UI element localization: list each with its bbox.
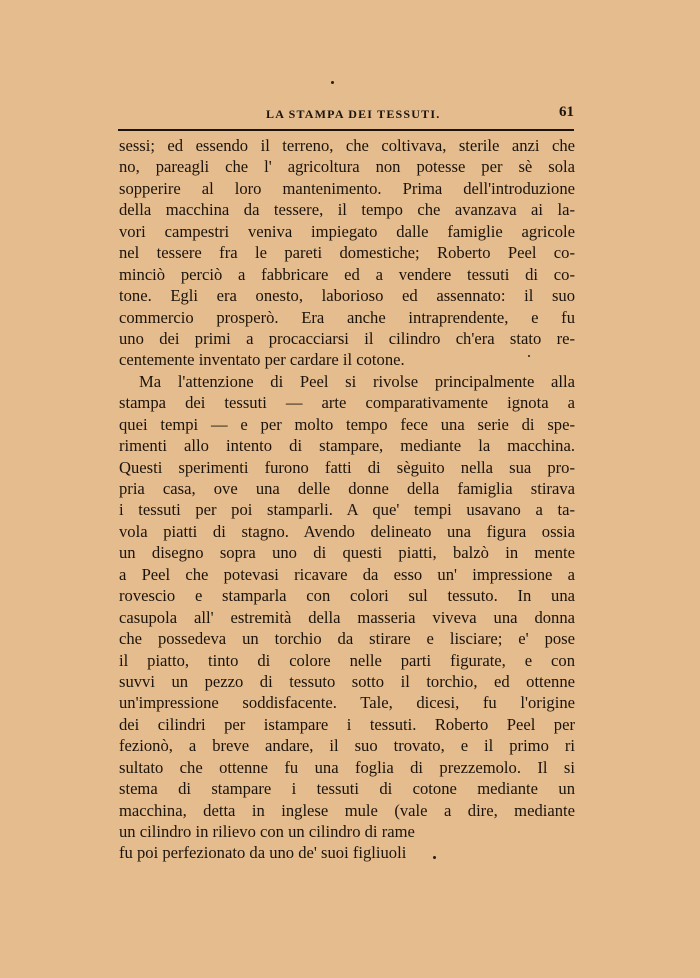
body-text [119,135,575,864]
text-line: quei tempi — e per molto tempo fece una serie di spe- [119,414,575,434]
text-line: sultato che ottenne fu una foglia di prezzemolo. Il si [119,757,575,777]
page-header [122,104,576,128]
text-line: che possedeva un torchio da stirare e lisciare; e' pose [119,629,575,649]
text-line: macchina, detta in inglese mule (vale a dire, mediante [119,800,575,820]
ink-speck [331,81,334,84]
text-line: minciò perciò a fabbricare ed a vendere tessuti di co- [119,264,575,284]
text-line: tone. Egli era onesto, laborioso ed assennato: il suo [119,286,575,306]
text-line: Ma l'attenzione di Peel si rivolse principalmente alla [139,371,575,391]
text-line: della macchina da tessere, il tempo che avanzava ai la- [119,200,575,220]
text-line: no, pareagli che l' agricoltura non potesse per sè sola [119,157,575,177]
text-line: sessi; ed essendo il terreno, che coltivava, sterile anzi che [119,136,575,155]
header-rule [118,129,574,131]
text-line: suvvi un pezzo di tessuto sotto il torchio, ed ottenne [119,671,575,691]
text-line: Questi sperimenti furono fatti di sèguito nella sua pro- [119,457,575,477]
text-line: un'impressione soddisfacente. Tale, dicesi, fu l'origine [119,693,575,713]
text-line: commercio prosperò. Era anche intraprendente, e fu [119,307,575,327]
text-line: stema di stampare i tessuti di cotone mediante un [119,779,575,799]
text-line: dei cilindri per istampare i tessuti. Roberto Peel per [119,714,575,734]
text-line: sopperire al loro mantenimento. Prima dell'introduzione [119,178,575,198]
text-line: i tessuti per poi stamparli. A que' tempi usavano a ta- [119,500,575,520]
text-line: fezionò, a breve andare, il suo trovato, e il primo ri [119,736,575,756]
text-line: vori campestri veniva impiegato dalle famiglie agricole [119,221,575,241]
text-line: un disegno sopra uno di questi piatti, balzò in mente [119,543,575,563]
text-line: centemente inventato per cardare il cotone. [119,350,405,370]
text-line: a Peel che potevasi ricavare da esso un' impressione a [119,564,575,584]
text-line: un cilindro in rilievo con un cilindro di rame [119,822,415,841]
text-line: rimenti allo intento di stampare, mediante la macchina. [119,436,575,456]
text-line: vola piatti di stagno. Avendo delineato una figura ossia [119,521,575,541]
text-line: pria casa, ove una delle donne della famiglia stirava [119,479,575,498]
text-line: rovescio e stamparla con colori sul tessuto. In una [119,586,575,606]
page-number: 61 [559,104,574,120]
text-line: uno dei primi a procacciarsi il cilindro ch'era stato re- [119,328,575,348]
text-line: nel tessere fra le pareti domestiche; Roberto Peel co- [119,243,575,263]
running-title: LA STAMPA DEI TESSUTI. [266,107,441,121]
text-line: fu poi perfezionato da uno de' suoi figliuoli [119,843,407,863]
text-line: il piatto, tinto di colore nelle parti figurate, e con [119,650,575,670]
text-line: stampa dei tessuti — arte comparativamente ignota a [119,393,575,413]
text-line: casupola all' estremità della masseria viveva una donna [119,607,575,627]
